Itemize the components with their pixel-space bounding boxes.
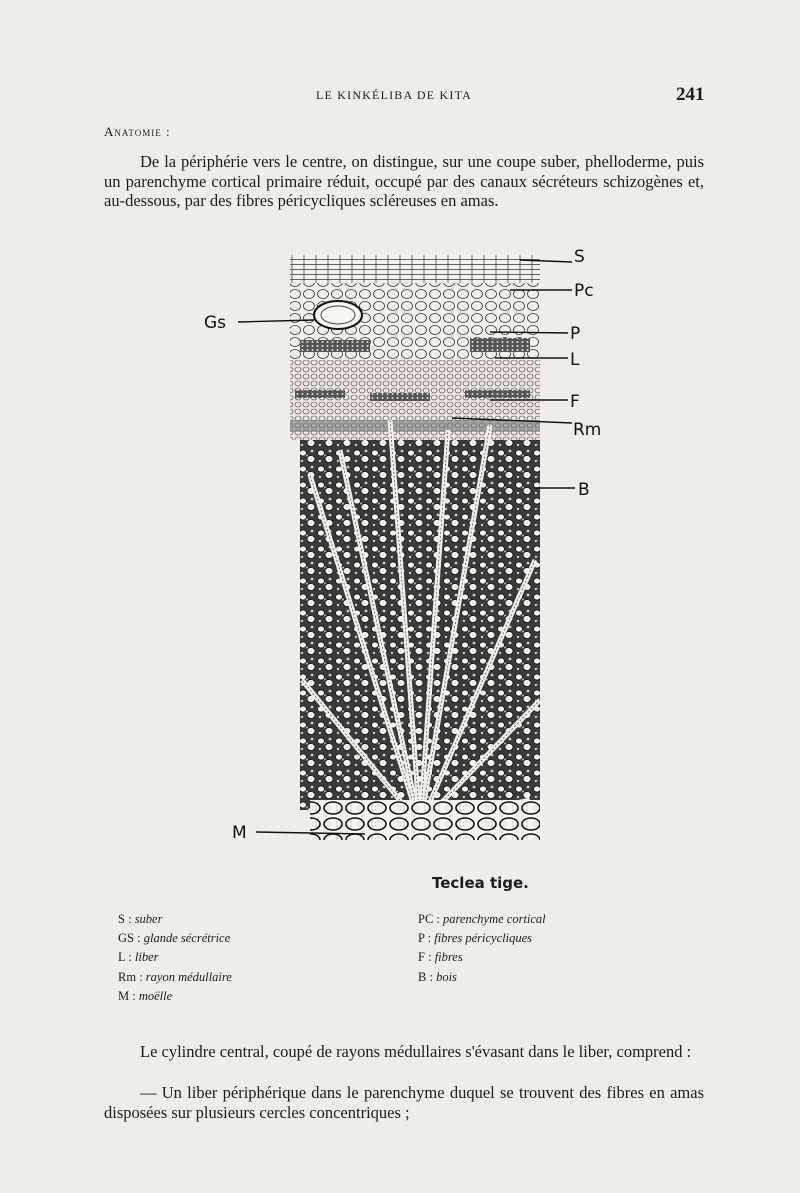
legend-entry: P : fibres péricycliques: [418, 931, 533, 946]
legend-term: glande sécrétrice: [143, 931, 231, 946]
figure-legend-right: [418, 910, 546, 987]
legend-abbr: S: [118, 912, 125, 926]
legend-term: rayon médullaire: [145, 969, 232, 984]
legend-term: bois: [436, 969, 457, 984]
legend-entry: Rm : rayon médullaire: [118, 969, 232, 984]
legend-term: fibres: [434, 950, 463, 965]
paragraph-anatomy: [104, 152, 704, 211]
pericyclic-fiber-cluster: [470, 338, 530, 352]
paragraph-text: De la périphérie vers le centre, on distingue, sur une coupe suber, phelloderme, puis un parenchyme cortical primaire réduit, occupé par des canaux sécréteurs schizogènes et, au-dessous, par des fibres péricycliques scléreuses en amas.: [104, 152, 704, 210]
legend-entry: S : suber: [118, 912, 163, 926]
paragraph-liber: [104, 1083, 704, 1122]
paragraph-text: — Un liber périphérique dans le parenchyme duquel se trouvent des fibres en amas disposées sur plusieurs cercles concentriques ;: [104, 1083, 704, 1122]
section-heading: Anatomie :: [104, 124, 171, 139]
legend-abbr: F: [418, 950, 425, 965]
legend-abbr: Rm: [118, 969, 137, 984]
legend-abbr: M: [118, 988, 130, 1003]
label-s: S: [574, 247, 585, 267]
legend-term: moëlle: [138, 988, 173, 1003]
legend-term: fibres péricycliques: [434, 931, 533, 946]
wood-xylem: [300, 440, 540, 810]
label-p: P: [570, 324, 581, 344]
legend-entry: F : fibres: [418, 950, 463, 965]
legend-entry: GS : glande sécrétrice: [118, 931, 231, 946]
page-number: 241: [676, 84, 705, 105]
paragraph-central-cylinder: [104, 1042, 704, 1062]
legend-term: liber: [134, 950, 159, 965]
paragraph-text: Le cylindre central, coupé de rayons médullaires s'évasant dans le liber, comprend :: [140, 1042, 692, 1061]
figure-caption: Teclea tige.: [432, 874, 529, 892]
legend-abbr: GS: [118, 931, 134, 946]
label-f: F: [570, 392, 580, 412]
legend-entry: M : moëlle: [118, 988, 173, 1003]
fiber-band: [370, 393, 430, 401]
fiber-band: [295, 390, 345, 398]
legend-abbr: L: [118, 950, 126, 965]
legend-abbr: P: [418, 931, 425, 946]
legend-entry: B : bois: [418, 969, 457, 984]
legend-entry: PC : parenchyme cortical: [418, 912, 546, 926]
legend-abbr: PC: [418, 912, 434, 926]
legend-abbr: B: [418, 969, 427, 984]
label-rm: Rm: [573, 420, 602, 440]
legend-term: parenchyme cortical: [443, 912, 546, 926]
label-pc: Pc: [574, 281, 594, 301]
legend-term: suber: [134, 912, 163, 926]
figure-legend-left: [118, 910, 232, 1006]
label-m: M: [232, 823, 247, 843]
legend-entry: L : liber: [118, 950, 159, 965]
stem-cross-section-figure: [190, 240, 640, 850]
pericyclic-fiber-cluster: [300, 340, 370, 352]
label-l: L: [570, 350, 580, 370]
running-head: LE KINKÉLIBA DE KITA: [316, 88, 473, 102]
fiber-band: [465, 390, 530, 398]
label-b: B: [578, 480, 590, 500]
suber-layer: [290, 255, 540, 283]
label-gs: Gs: [204, 313, 227, 333]
